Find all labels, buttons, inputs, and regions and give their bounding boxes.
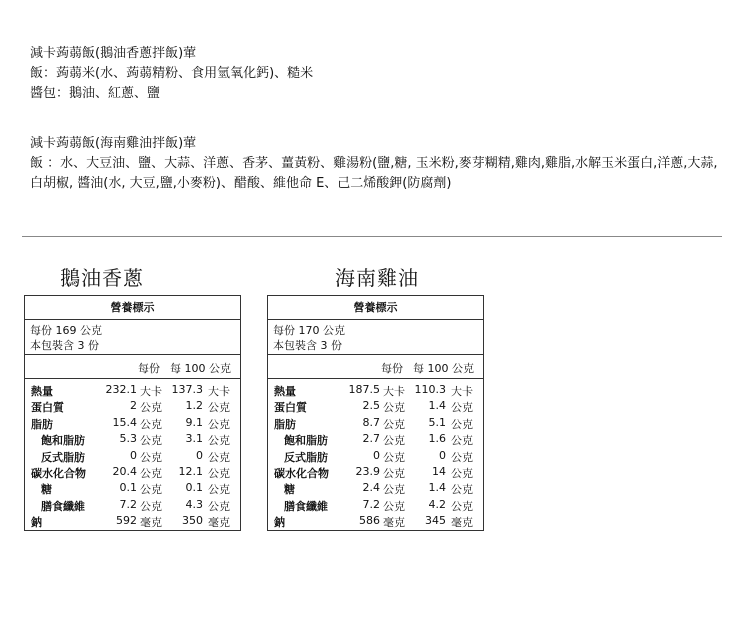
nutrient-name: 飽和脂肪 xyxy=(284,434,328,448)
column-per-serving: 每份 xyxy=(381,362,403,375)
nutrient-row xyxy=(25,398,240,414)
value-per-100g: 0.1 xyxy=(185,481,203,495)
nutrient-row xyxy=(268,464,483,480)
nutrient-name: 反式脂肪 xyxy=(284,450,328,464)
nutrient-name: 熱量 xyxy=(274,385,296,398)
unit-per-100g: 公克 xyxy=(208,417,230,431)
unit-per-serving: 毫克 xyxy=(140,516,162,530)
value-per-serving: 23.9 xyxy=(355,464,380,478)
unit-per-serving: 公克 xyxy=(383,450,405,464)
unit-per-100g: 公克 xyxy=(208,450,230,464)
nutrient-rows xyxy=(268,379,483,530)
nutrient-name: 蛋白質 xyxy=(31,401,64,415)
serving-info xyxy=(268,320,483,355)
value-per-serving: 2.5 xyxy=(362,399,380,413)
serving-size: 每份 170 公克 xyxy=(273,324,345,337)
nutrient-rows xyxy=(25,379,240,530)
nutrient-name: 碳水化合物 xyxy=(274,466,329,480)
nutrient-row xyxy=(25,480,240,496)
value-per-serving: 0.1 xyxy=(119,481,137,495)
unit-per-100g: 公克 xyxy=(208,499,230,513)
value-per-100g: 350 xyxy=(182,514,203,528)
nutrient-name: 糖 xyxy=(41,483,52,497)
value-per-serving: 5.3 xyxy=(119,432,137,446)
unit-per-100g: 公克 xyxy=(451,483,473,497)
ingredients-block-goose-oil xyxy=(30,44,725,104)
unit-per-100g: 大卡 xyxy=(208,385,230,398)
serving-size: 每份 169 公克 xyxy=(30,324,102,337)
unit-per-100g: 公克 xyxy=(451,466,473,480)
unit-per-100g: 公克 xyxy=(208,434,230,448)
nutrient-name: 鈉 xyxy=(274,516,285,530)
value-per-100g: 4.2 xyxy=(428,497,446,511)
value-per-serving: 592 xyxy=(116,514,137,528)
value-per-100g: 3.1 xyxy=(185,432,203,446)
value-per-100g: 1.6 xyxy=(428,432,446,446)
nutrient-row xyxy=(268,448,483,464)
nutrient-name: 熱量 xyxy=(31,385,53,398)
unit-per-serving: 公克 xyxy=(383,417,405,431)
nutrient-row xyxy=(25,464,240,480)
servings-per-package: 本包裝含 3 份 xyxy=(30,339,99,352)
value-per-serving: 8.7 xyxy=(362,415,380,429)
unit-per-100g: 毫克 xyxy=(451,516,473,530)
value-per-serving: 0 xyxy=(130,448,137,462)
ingredients-rice-line: 飯：蒟蒻米(水、蒟蒻精粉、食用氫氧化鈣)、糙米 xyxy=(30,66,314,81)
value-per-100g: 1.4 xyxy=(428,399,446,413)
unit-per-100g: 大卡 xyxy=(451,385,473,398)
value-per-100g: 1.2 xyxy=(185,399,203,413)
serving-info xyxy=(25,320,240,355)
unit-per-serving: 毫克 xyxy=(383,516,405,530)
unit-per-100g: 公克 xyxy=(451,417,473,431)
panel-title-hainan-chicken-oil: 海南雞油 xyxy=(335,266,419,290)
value-per-serving: 15.4 xyxy=(112,415,137,429)
value-per-serving: 2.7 xyxy=(362,432,380,446)
nutrient-name: 糖 xyxy=(284,483,295,497)
value-per-100g: 4.3 xyxy=(185,497,203,511)
value-per-100g: 345 xyxy=(425,514,446,528)
value-per-serving: 0 xyxy=(373,448,380,462)
ingredients-rice-line: 飯 ：水、大豆油、鹽、大蒜、洋蔥、香茅、薑黃粉、雞湯粉(鹽,糖, 玉米粉,麥芽糊精,雞肉,雞脂,水解玉米蛋白,洋蔥,大蒜,白胡椒, 醬油(水, 大豆,鹽,小麥粉)、醋酸、維他命 E、己二烯酸鉀(防腐劑) xyxy=(30,156,718,191)
unit-per-serving: 公克 xyxy=(140,466,162,480)
nutrient-row xyxy=(268,513,483,529)
nutrient-row xyxy=(25,513,240,529)
ingredients-sauce-line: 醬包：鵝油、紅蔥、鹽 xyxy=(30,86,161,101)
value-per-100g: 0 xyxy=(196,448,203,462)
unit-per-100g: 公克 xyxy=(451,499,473,513)
unit-per-100g: 公克 xyxy=(208,401,230,415)
unit-per-serving: 公克 xyxy=(383,499,405,513)
nutrient-name: 反式脂肪 xyxy=(41,450,85,464)
unit-per-serving: 公克 xyxy=(140,434,162,448)
ingredients-product-title: 減卡蒟蒻飯(海南雞油拌飯)葷 xyxy=(30,136,197,151)
value-per-serving: 7.2 xyxy=(362,497,380,511)
value-per-100g: 12.1 xyxy=(178,464,203,478)
nutrient-name: 鈉 xyxy=(31,516,42,530)
ingredients-product-title: 減卡蒟蒻飯(鵝油香蔥拌飯)葷 xyxy=(30,46,197,61)
value-per-100g: 14 xyxy=(432,464,446,478)
unit-per-serving: 公克 xyxy=(383,466,405,480)
nutrient-name: 碳水化合物 xyxy=(31,466,86,480)
nutrient-name: 脂肪 xyxy=(31,417,53,431)
nutrient-row xyxy=(25,431,240,447)
nutrient-row xyxy=(268,382,483,398)
nutrition-panel xyxy=(24,295,241,531)
nutrition-panel-header: 營養標示 xyxy=(268,296,483,320)
unit-per-100g: 公克 xyxy=(451,434,473,448)
unit-per-serving: 公克 xyxy=(140,499,162,513)
section-divider xyxy=(22,236,722,237)
unit-per-serving: 公克 xyxy=(383,401,405,415)
value-per-serving: 232.1 xyxy=(105,383,137,396)
unit-per-serving: 公克 xyxy=(140,417,162,431)
value-per-100g: 0 xyxy=(439,448,446,462)
unit-per-serving: 公克 xyxy=(140,450,162,464)
value-per-serving: 2 xyxy=(130,399,137,413)
nutrient-row xyxy=(268,398,483,414)
nutrient-name: 脂肪 xyxy=(274,417,296,431)
nutrition-panel xyxy=(267,295,484,531)
value-per-serving: 187.5 xyxy=(348,383,380,396)
nutrient-name: 飽和脂肪 xyxy=(41,434,85,448)
nutrient-name: 膳食纖維 xyxy=(41,499,85,513)
unit-per-serving: 大卡 xyxy=(140,385,162,398)
unit-per-serving: 公克 xyxy=(383,483,405,497)
column-per-100g: 每 100 公克 xyxy=(413,362,474,375)
nutrient-row xyxy=(268,497,483,513)
value-per-100g: 5.1 xyxy=(428,415,446,429)
panel-title-goose-oil: 鵝油香蔥 xyxy=(60,266,144,290)
nutrient-name: 蛋白質 xyxy=(274,401,307,415)
value-per-serving: 7.2 xyxy=(119,497,137,511)
ingredients-block-hainan-chicken-oil xyxy=(30,134,725,194)
value-per-serving: 2.4 xyxy=(362,481,380,495)
nutrient-row xyxy=(25,448,240,464)
column-per-serving: 每份 xyxy=(138,362,160,375)
column-per-100g: 每 100 公克 xyxy=(170,362,231,375)
column-headers xyxy=(25,355,240,379)
unit-per-serving: 公克 xyxy=(140,401,162,415)
unit-per-100g: 公克 xyxy=(451,401,473,415)
unit-per-100g: 毫克 xyxy=(208,516,230,530)
servings-per-package: 本包裝含 3 份 xyxy=(273,339,342,352)
unit-per-100g: 公克 xyxy=(451,450,473,464)
unit-per-100g: 公克 xyxy=(208,483,230,497)
value-per-100g: 1.4 xyxy=(428,481,446,495)
nutrient-row xyxy=(268,431,483,447)
nutrient-row xyxy=(25,497,240,513)
value-per-100g: 137.3 xyxy=(171,383,203,396)
unit-per-100g: 公克 xyxy=(208,466,230,480)
unit-per-serving: 公克 xyxy=(383,434,405,448)
value-per-100g: 110.3 xyxy=(414,383,446,396)
value-per-serving: 586 xyxy=(359,514,380,528)
nutrient-row xyxy=(268,480,483,496)
unit-per-serving: 公克 xyxy=(140,483,162,497)
nutrient-row xyxy=(268,415,483,431)
value-per-100g: 9.1 xyxy=(185,415,203,429)
nutrient-name: 膳食纖維 xyxy=(284,499,328,513)
unit-per-serving: 大卡 xyxy=(383,385,405,398)
nutrition-panel-header: 營養標示 xyxy=(25,296,240,320)
column-headers xyxy=(268,355,483,379)
nutrient-row xyxy=(25,415,240,431)
nutrient-row xyxy=(25,382,240,398)
value-per-serving: 20.4 xyxy=(112,464,137,478)
